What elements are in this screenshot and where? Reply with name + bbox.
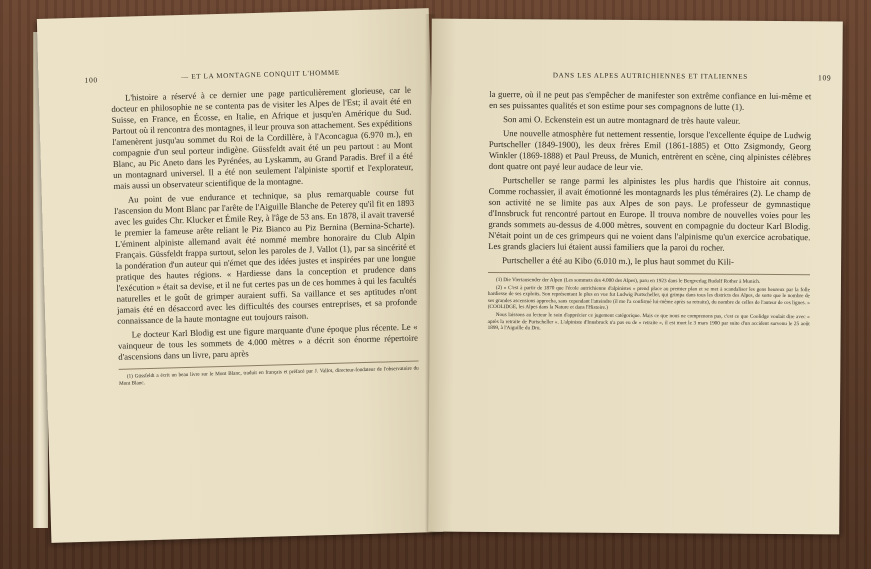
left-footnote: (1) Güssfeldt a écrit un beau livre sur le Mont Blanc, traduit en français et préfacé par J. Vallot, directeur-fondateur de l'observatoire du Mont Blanc. [118,365,419,387]
right-page-number: 109 [818,73,832,83]
left-page-number: 100 [84,75,99,85]
left-paragraph: Le docteur Karl Blodig est une figure marquante d'une époque plus récente. Le « vainqueur de tous les sommets de 4.000 mètres » a décrit son énorme répertoire d'ascensions dans un livre, paru après [117,321,419,362]
right-paragraph: Son ami O. Eckenstein est un autre montagnard de très haute valeur. [503,114,741,126]
left-paragraph: Au point de vue endurance et technique, sa plus remarquable course fut l'ascension du Mont Blanc par l'arête de l'Aiguille Blanche de Peterey qu'il fit en 1893 avec les guides Chr. Klucker et Émile Rey, à l'âge de 53 ans. En 1878, il avait traversé le premier la fameuse arête reliant le Piz Bianco au Piz Bernina (Bernina-Scharte). L'éminent alpiniste allemand avait été nommé membre honoraire du Club Alpin Français. Güssfeldt frappa surtout, selon les paroles de J. Vallot (1), par sa sincérité et la pondération d'un auteur qui n'émet que des idées justes et inspirées par une longue pratique des hautes régions. « Hardiesse dans la conception et prudence dans l'exécution » était sa devise, et il ne fut certes pas un de ces hommes à qui les facultés naturelles et le goût de grimper auraient suffi. Sa vaillance et ses aptitudes n'ont jamais été en désaccord avec les difficultés des courses entreprises, et sa profonde connaissance de la haute montagne eut toujours raison. [114,186,418,326]
right-paragraph: Purtscheller se range parmi les alpinistes les plus hardis que l'histoire ait connus. Comme rochassier, il avait émotionné les montagnards les plus téméraires (2). Le champ de son activité ne se limite pas aux Alpes de son pays. Le professeur de gymnastique d'Innsbruck fut rencontré partout en Europe. Il trouva nombre de nouvelles voies pour les grands sommets au-dessus de 4.000 mètres, souvent en compagnie du docteur Karl Blodig. N'était point un de ces grimpeurs qui ne voient dans l'alpinisme qu'un exercice acrobatique. Les grands glaciers lui étaient aussi familiers que la paroi du rocher. [488,175,811,253]
left-page-body [111,85,418,363]
left-running-head: — ET LA MONTAGNE CONQUIT L'HOMME [181,68,340,82]
right-running-head: DANS LES ALPES AUTRICHIENNES ET ITALIENNES [552,71,748,81]
left-paragraph: L'histoire a réservé à ce dernier une page particulièrement glorieuse, car le docteur en philosophie ne se contenta pas de visiter les Alpes de l'Est; il avait été en Suisse, en France, en Écosse, en Italie, en Afrique et jusqu'en Amérique du Sud. Partout où il rencontra des montagnes, il leur prouva son attachement. Ses expéditions l'amenèrent jusqu'au sommet du Roi de la Cordillère, à l'Aconcagua (6.970 m.), en compagnie d'un seul porteur indigène. Güssfeldt avait été un peu partout : au Mont Blanc, au Pic Aneto dans les Pyrénées, au Lyskamm, au Grand Paradis. Bref il a été un montagnard universel. Il a été non seulement l'alpiniste sportif et l'explorateur, mais aussi un observateur scientifique de la montagne. [111,84,414,191]
right-footnotes [488,272,810,334]
right-paragraph: Une nouvelle atmosphère fut nettement ressentie, lorsque l'excellente équipe de Ludwig Purtscheller (1849-1900), les deux frères Emil (1861-1885) et Otto Zsigmondy, Georg Winkler (1869-1888) et Paul Preuss, de Munich, entrèrent en scène, cinq alpinistes célèbres dont quatre ont payé leur audace de leur vie. [488,128,812,173]
right-footnote: (1) Die Viertausender der Alpen (Les sommets des 4.000 des Alpes), paru en 1923 dans le Bergverlag Rudolf Rother à Munich. [495,277,761,285]
left-page-header [84,67,410,87]
right-footnote: (2) « C'est à partir de 1870 que l'école autrichienne d'alpinistes » prend place au premier plan et se met à scandaliser les gens heureux par la folle hardiesse de ses exploits. Son représentant le plus en vue fut Ludwig Purtscheller, qui grimpa dans tous les districts des Alpes, de sorte que le nombre de ses grandes ascensions approcha, sans cependant l'atteindre (il me l'a confirmé lui-même après sa retraite), du nombre de celles de l'auteur de ces lignes. » (COOLIDGE, les Alpes dans la Nature et dans l'Histoire.) [487,284,810,312]
right-page-header [489,71,832,85]
right-paragraph: Purtscheller a été au Kibo (6.010 m.), le plus haut sommet du Kili- [502,255,735,267]
left-page [37,8,443,543]
left-footnotes [119,361,419,388]
right-page-body [488,89,811,268]
right-paragraph: la guerre, où il ne peut pas s'empêcher de manifester son extrême confiance en lui-même et en ses puissantes qualités et son estime pour ses compagnons de lutte (1). [489,88,812,112]
right-footnote: Nous laissons au lecteur le soin d'apprécier ce jugement catégorique. Mais ce que nous ne comprenons pas, c'est ce que Coolidge voulait dire avec « après la retraite de Purtscheller ». L'alpiniste d'Innsbruck n'a pas eu de « retraite », il est mort le 3 mars 1900 par suite d'un accident survenu le 25 août 1899, à l'Aiguille du Dru. [487,311,810,332]
right-page [428,19,843,535]
